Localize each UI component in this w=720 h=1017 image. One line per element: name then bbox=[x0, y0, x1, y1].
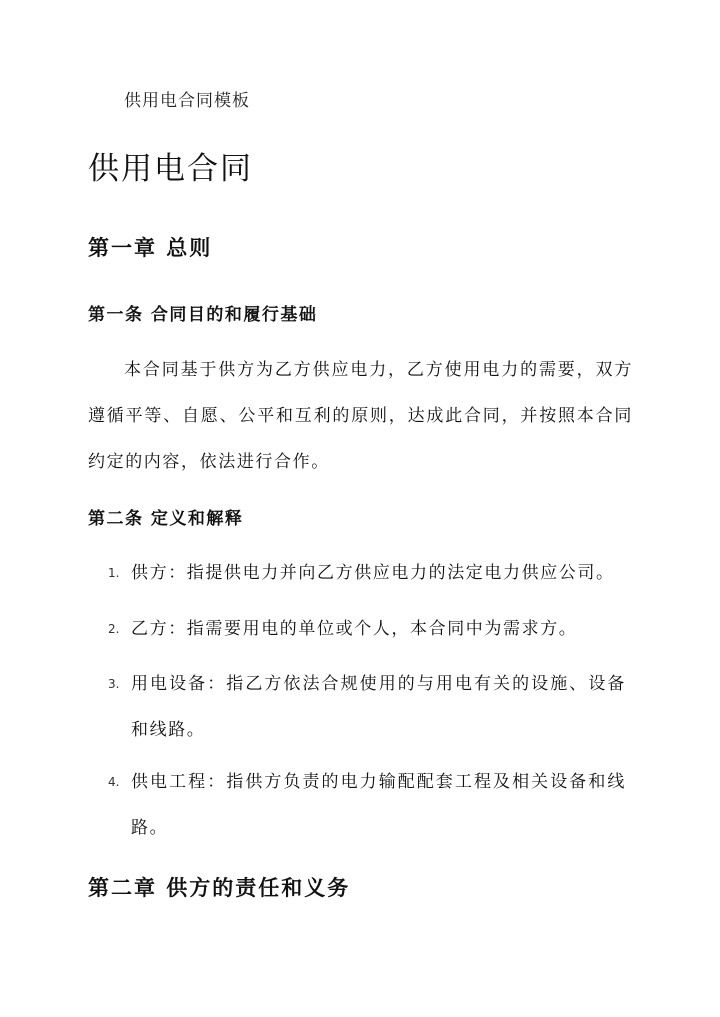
chapter-2-heading: 第二章 供方的责任和义务 bbox=[88, 876, 351, 900]
article-1-paragraph: 本合同基于供方为乙方供应电力，乙方使用电力的需要，双方遵循平等、自愿、公平和互利的原则，达成此合同，并按照本合同约定的内容，依法进行合作。 bbox=[88, 360, 633, 472]
definition-text: 供方：指提供电力并向乙方供应电力的法定电力供应公司。 bbox=[131, 563, 615, 583]
definition-number: 4. bbox=[108, 775, 120, 789]
definition-text: 用电设备：指乙方依法合规使用的与用电有关的设施、设备和线路。 bbox=[131, 674, 626, 740]
article-1-heading: 第一条 合同目的和履行基础 bbox=[88, 305, 318, 325]
definition-text: 乙方：指需要用电的单位或个人，本合同中为需求方。 bbox=[131, 619, 578, 639]
article-2-heading: 第二条 定义和解释 bbox=[88, 509, 244, 529]
definition-number: 3. bbox=[108, 677, 120, 691]
chapter-1-heading: 第一章 总则 bbox=[88, 236, 213, 260]
document-title: 供用电合同 bbox=[88, 151, 253, 187]
document-label: 供用电合同模板 bbox=[124, 91, 250, 111]
definition-text: 供电工程：指供方负责的电力输配配套工程及相关设备和线路。 bbox=[131, 772, 626, 838]
definition-number: 2. bbox=[108, 622, 120, 636]
definition-number: 1. bbox=[108, 566, 120, 580]
